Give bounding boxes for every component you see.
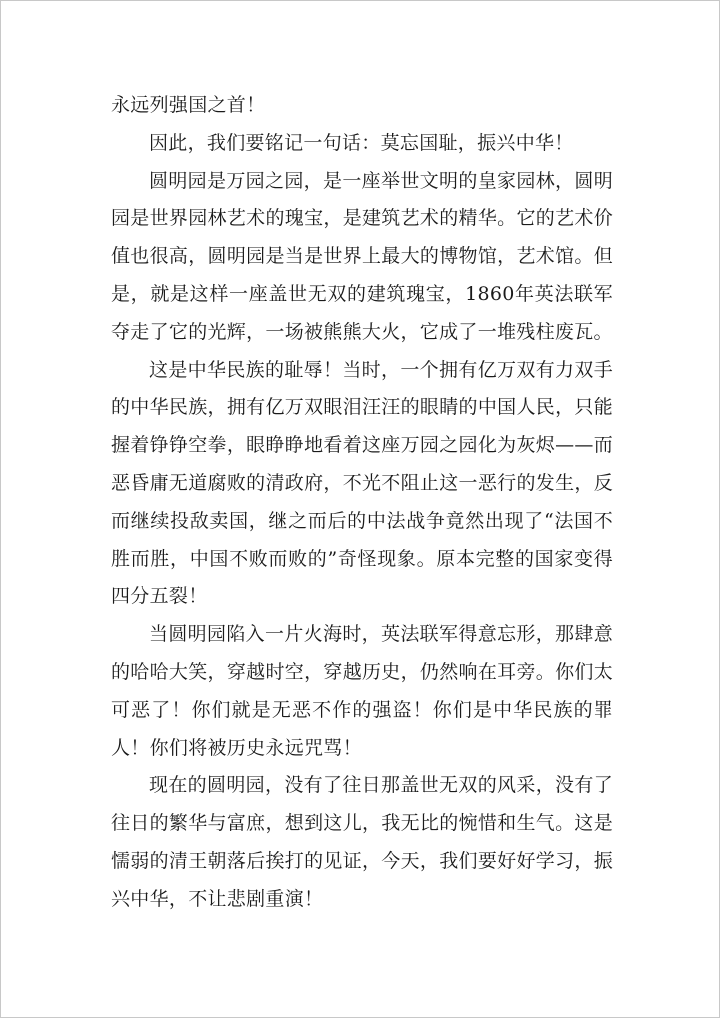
paragraph-national-shame: 这是中华民族的耻辱！当时，一个拥有亿万双有力双手的中华民族，拥有亿万双眼泪汪汪的眼睛的中国人民，只能握着铮铮空拳，眼睁睁地看着这座万园之园化为灰烬——而恶昏庸无道腐败的清政府，不光不阻止这一恶行的发生，反而继续投敌卖国，继之而后的中法战争竟然出现了“法国不胜而胜，中国不败而败的”奇怪现象。原本完整的国家变得四分五裂！: [111, 358, 613, 608]
paragraph-conclusion: 现在的圆明园，没有了往日那盖世无双的风采，没有了往日的繁华与富庶，想到这儿，我无比的惋惜和生气。这是懦弱的清王朝落后挨打的见证，今天，我们要好好学习，振兴中华，不让悲剧重演！: [111, 774, 613, 910]
document-body: [111, 87, 613, 919]
paragraph-yuanmingyuan-intro: 圆明园是万园之园，是一座举世文明的皇家园林，圆明园是世界园林艺术的瑰宝，是建筑艺术的精华。它的艺术价值也很高，圆明园是当是世界上最大的博物馆，艺术馆。但是，就是这样一座盖世无双的建筑瑰宝，1860年英法联军夺走了它的光辉，一场被熊熊大火，它成了一堆残柱废瓦。: [111, 169, 613, 343]
paragraph-invaders: 当圆明园陷入一片火海时，英法联军得意忘形，那肆意的哈哈大笑，穿越时空，穿越历史，仍然响在耳旁。你们太可恶了！你们就是无恶不作的强盗！你们是中华民族的罪人！你们将被历史永远咒骂！: [111, 623, 613, 759]
paragraph-continuation: 永远列强国之首！: [111, 94, 266, 116]
paragraph-motto: 因此，我们要铭记一句话：莫忘国耻，振兴中华！: [149, 131, 574, 154]
